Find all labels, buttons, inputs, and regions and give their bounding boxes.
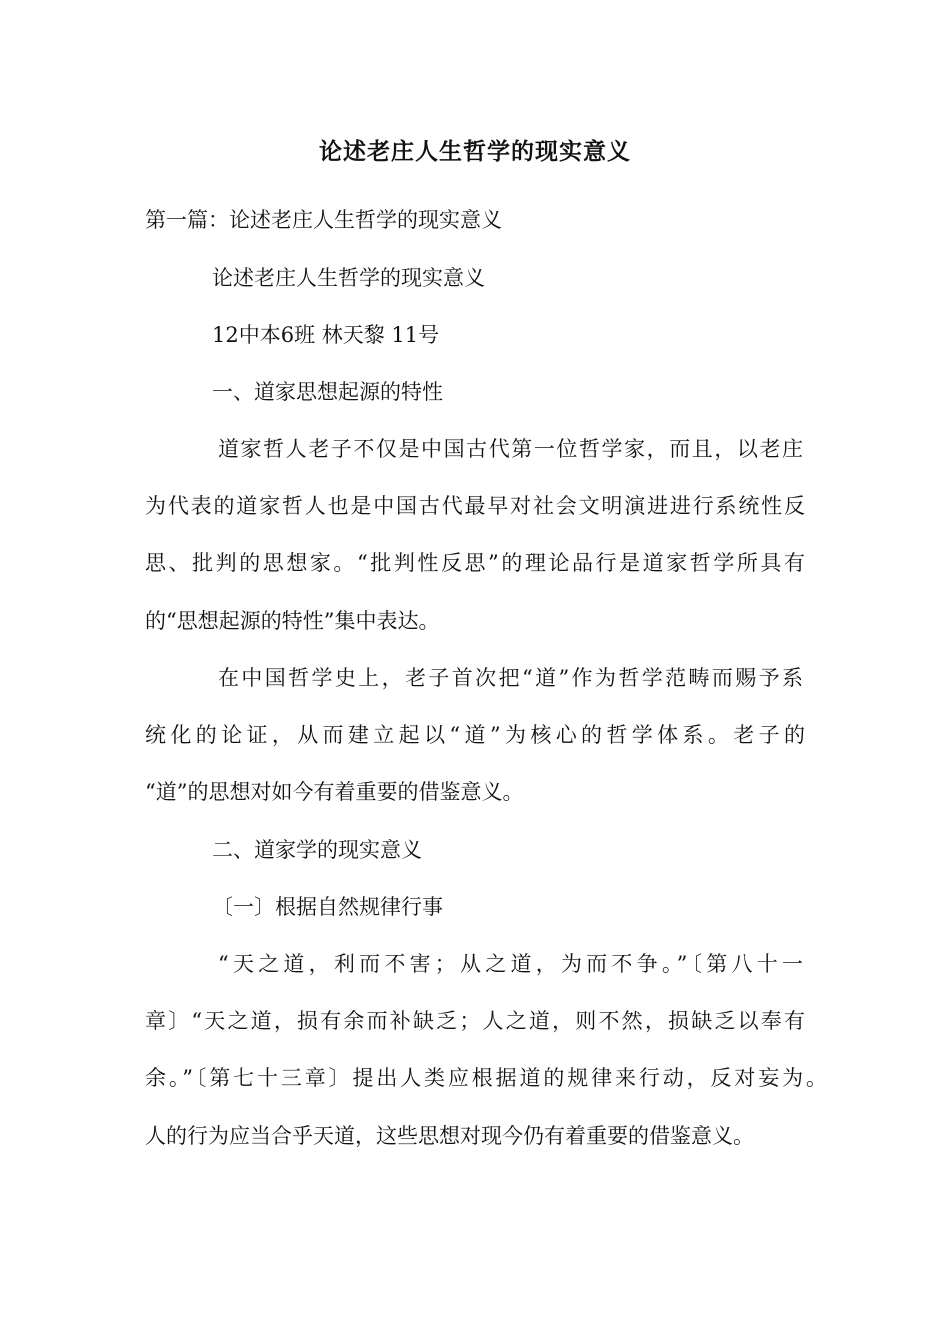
- paragraph-1-line-1: 道家哲人老子不仅是中国古代第一位哲学家，而且，以老庄: [218, 437, 803, 461]
- subsection-heading-1: 〔一〕根据自然规律行事: [212, 895, 443, 919]
- author-line: 12中本6班 林天黎 11号: [212, 323, 440, 347]
- paragraph-1-line-4: 的“思想起源的特性”集中表达。: [145, 609, 440, 633]
- paragraph-2-line-3: “道”的思想对如今有着重要的借鉴意义。: [145, 780, 524, 804]
- paragraph-3-line-3: 余。”〔第七十三章〕提出人类应根据道的规律来行动，反对妄为。: [145, 1066, 827, 1090]
- paragraph-2-line-1: 在中国哲学史上，老子首次把“道”作为哲学范畴而赐予系: [218, 666, 803, 690]
- paragraph-2-line-2: 统化的论证，从而建立起以“道”为核心的哲学体系。老子的: [145, 723, 805, 747]
- paragraph-1-line-2: 为代表的道家哲人也是中国古代最早对社会文明演进进行系统性反: [145, 494, 805, 518]
- chapter-heading: 第一篇：论述老庄人生哲学的现实意义: [145, 208, 502, 232]
- document-title: 论述老庄人生哲学的现实意义: [319, 139, 631, 165]
- paragraph-3-line-2: 章〕“天之道，损有余而补缺乏；人之道，则不然，损缺乏以奉有: [145, 1009, 805, 1033]
- paragraph-1-line-3: 思、批判的思想家。“批判性反思”的理论品行是道家哲学所具有: [145, 551, 805, 575]
- section-heading-2: 二、道家学的现实意义: [212, 838, 422, 862]
- essay-title: 论述老庄人生哲学的现实意义: [212, 266, 485, 290]
- paragraph-3-line-1: “天之道，利而不害；从之道，为而不争。”〔第八十一: [218, 952, 803, 976]
- section-heading-1: 一、道家思想起源的特性: [212, 380, 443, 404]
- paragraph-3-line-4: 人的行为应当合乎天道，这些思想对现今仍有着重要的借鉴意义。: [145, 1124, 754, 1148]
